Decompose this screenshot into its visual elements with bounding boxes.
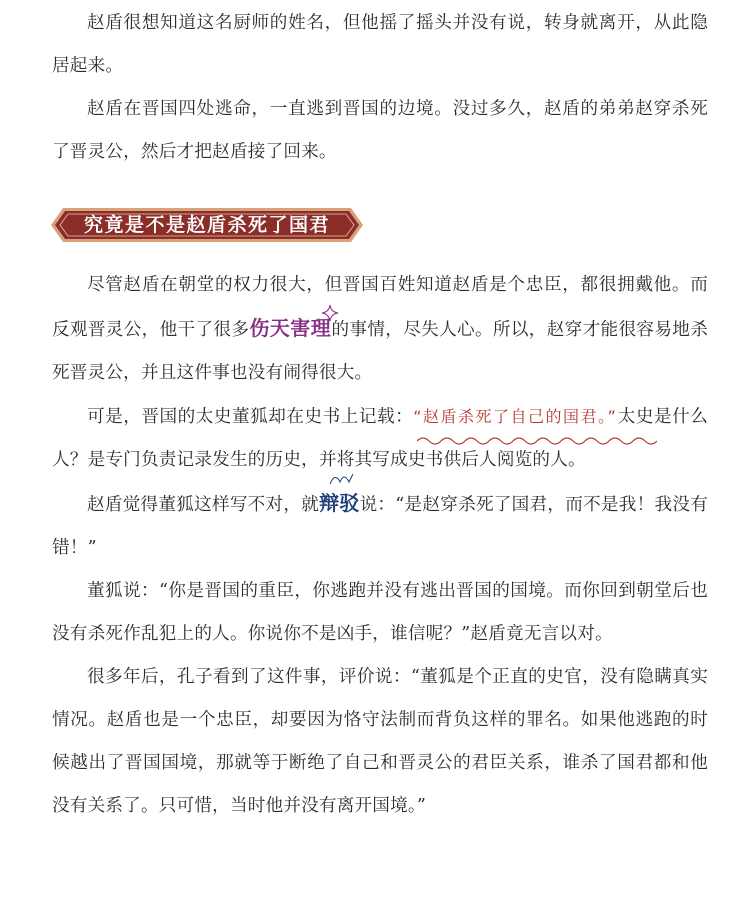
paragraph-5 bbox=[52, 482, 708, 570]
paragraph-5-text-a: 赵盾觉得董狐这样写不对，就 bbox=[87, 495, 320, 515]
highlight-phrase-bianbo bbox=[319, 482, 359, 525]
paragraph-5-text-b: 说：“是赵穿杀死了国君，而不是我！我没有错！” bbox=[52, 495, 708, 558]
paragraph-4-text-a: 可是，晋国的太史董狐却在史书上记载： bbox=[87, 407, 414, 427]
highlight-phrase-shangtianhaili bbox=[249, 307, 331, 350]
highlight-phrase-text: 辩驳 bbox=[319, 491, 360, 515]
paragraph-3-text-a: 尽管赵盾在朝堂的权力很大，但晋国百姓知道赵盾是个忠臣，都很拥戴他。而反观晋灵公，他干了很多 bbox=[52, 275, 708, 340]
paragraph-3-text-b: 的事情，尽失人心。所以，赵穿才能很容易地杀死晋灵公，并且这件事也没有闹得很大。 bbox=[52, 320, 708, 383]
paragraph-1: 赵盾很想知道这名厨师的姓名，但他摇了摇头并没有说，转身就离开，从此隐居起来。 bbox=[52, 13, 708, 76]
paragraph-3 bbox=[52, 264, 708, 395]
wavy-underline-icon bbox=[417, 436, 657, 446]
paragraph-4 bbox=[52, 395, 708, 482]
paragraph-2: 赵盾在晋国四处逃命，一直逃到晋国的边境。没过多久，赵盾的弟弟赵穿杀死了晋灵公，然后才把赵盾接了回来。 bbox=[52, 99, 708, 162]
historian-quote-text: “赵盾杀死了自己的国君。” bbox=[413, 407, 618, 426]
paragraph-4-text-b: 太史是什么人？是专门负责记录发生的历史，并将其写成史书供后人阅览的人。 bbox=[52, 407, 708, 470]
sparkle-icon bbox=[319, 303, 341, 323]
historian-quote bbox=[413, 395, 617, 438]
paragraph-7: 很多年后，孔子看到了这件事，评价说：“董狐是个正直的史官，没有隐瞒真实情况。赵盾也是一个忠臣，却要因为恪守法制而背负这样的罪名。如果他逃跑的时候越出了晋国国境，那就等于断绝了自己和晋灵公的君臣关系，谁杀了国君都和他没有关系了。只可惜，当时他并没有离开国境。” bbox=[52, 667, 708, 816]
paragraph-6: 董狐说：“你是晋国的重臣，你逃跑并没有逃出晋国的国境。而你回到朝堂后也没有杀死作乱犯上的人。你说你不是凶手，谁信呢？”赵盾竟无言以对。 bbox=[52, 581, 708, 644]
section-title-banner bbox=[49, 205, 365, 245]
swirl-icon bbox=[327, 470, 355, 488]
section-title: 究竟是不是赵盾杀死了国君 bbox=[83, 214, 330, 236]
highlight-phrase-text: 伤天害理 bbox=[249, 316, 332, 340]
